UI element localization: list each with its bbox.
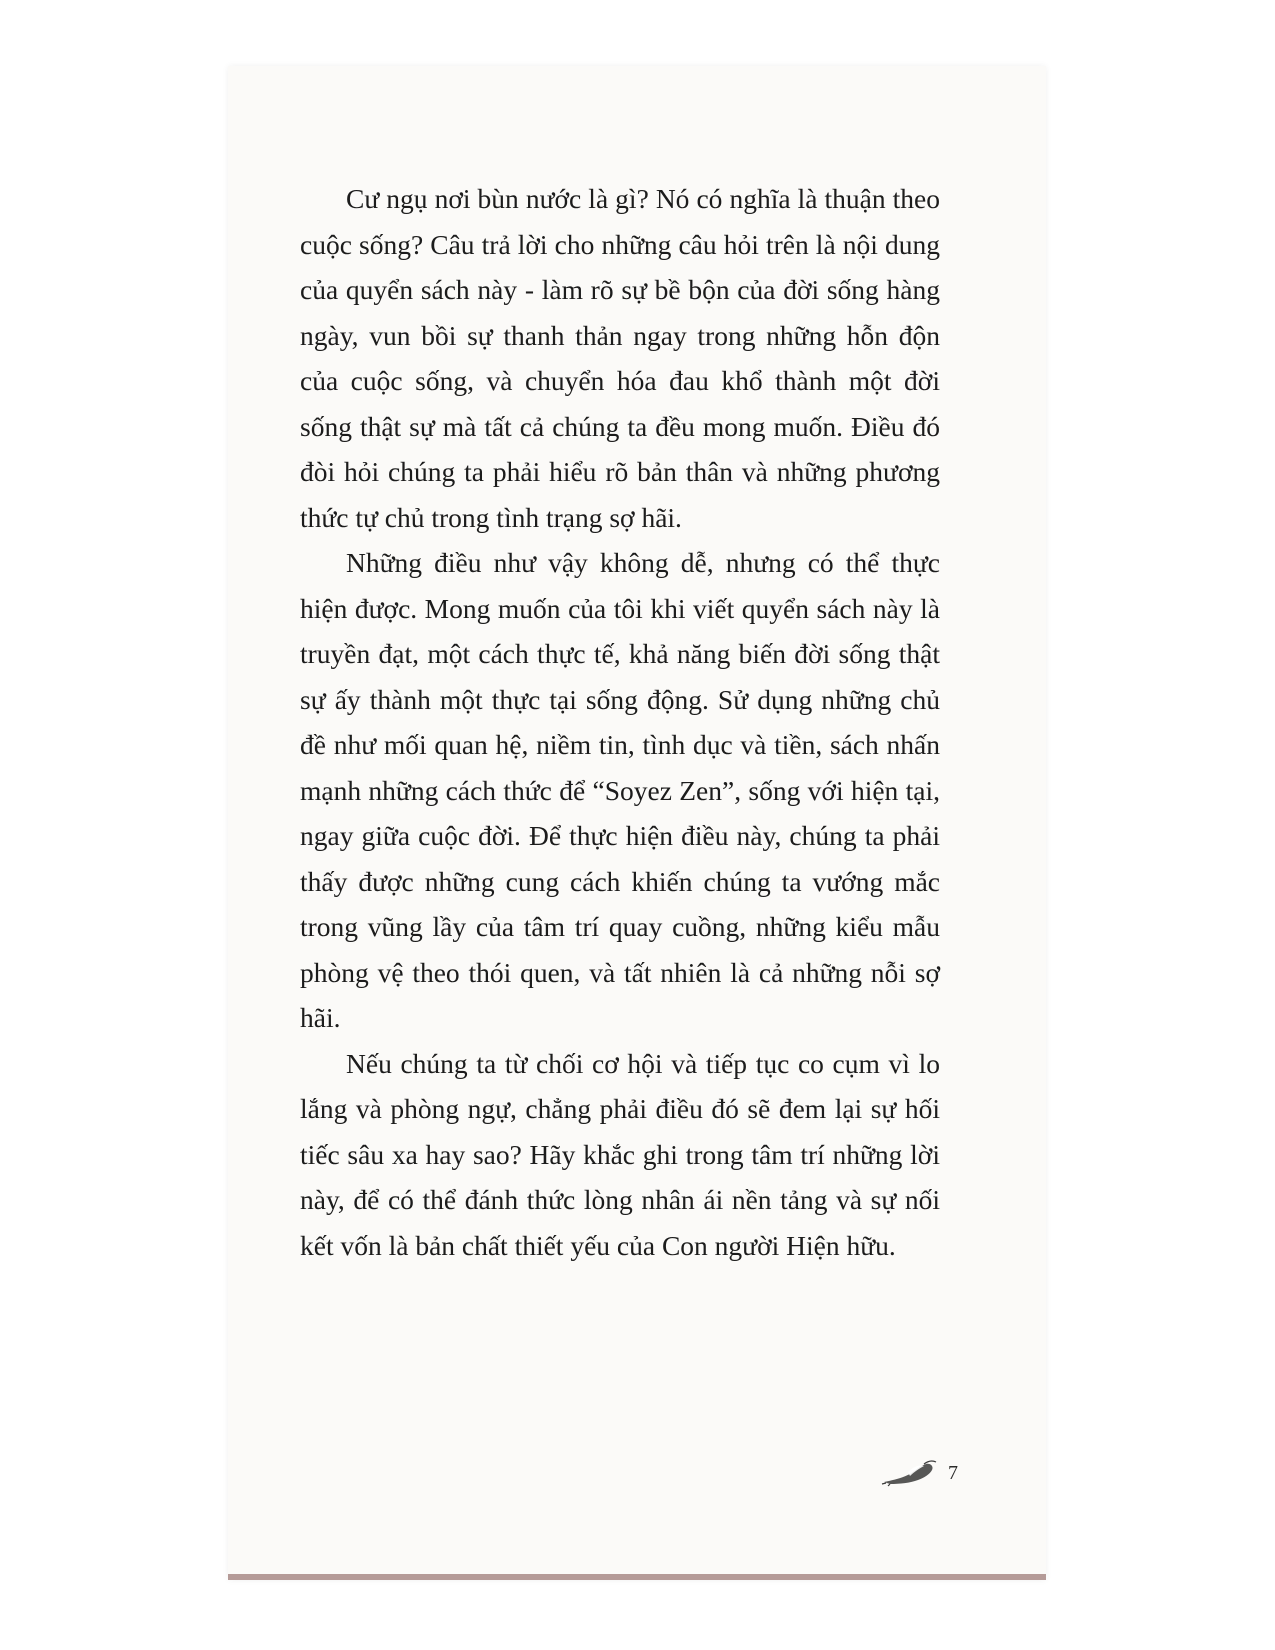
brush-ornament-icon	[880, 1458, 942, 1488]
paragraph-3: Nếu chúng ta từ chối cơ hội và tiếp tục co cụm vì lo lắng và phòng ngự, chẳng phải điều đó sẽ đem lại sự hối tiếc sâu xa hay sao? Hãy khắc ghi trong tâm trí những lời này, để có thể đánh thức lòng nhân ái nền tảng và sự nối kết vốn là bản chất thiết yếu của Con người Hiện hữu.	[300, 1047, 940, 1261]
page-bottom-edge	[228, 1574, 1046, 1580]
paragraph-1: Cư ngụ nơi bùn nước là gì? Nó có nghĩa là thuận theo cuộc sống? Câu trả lời cho những câu hỏi trên là nội dung của quyển sách này - làm rõ sự bề bộn của đời sống hàng ngày, vun bồi sự thanh thản ngay trong những hỗn độn của cuộc sống, và chuyển hóa đau khổ thành một đời sống thật sự mà tất cả chúng ta đều mong muốn. Điều đó đòi hỏi chúng ta phải hiểu rõ bản thân và những phương thức tự chủ trong tình trạng sợ hãi.	[300, 183, 940, 533]
paragraph-2: Những điều như vậy không dễ, nhưng có thể thực hiện được. Mong muốn của tôi khi viết quyển sách này là truyền đạt, một cách thực tế, khả năng biến đời sống thật sự ấy thành một thực tại sống động. Sử dụng những chủ đề như mối quan hệ, niềm tin, tình dục và tiền, sách nhấn mạnh những cách thức để “Soyez Zen”, sống với hiện tại, ngay giữa cuộc đời. Để thực hiện điều này, chúng ta phải thấy được những cung cách khiến chúng ta vướng mắc trong vũng lầy của tâm trí quay cuồng, những kiểu mẫu phòng vệ theo thói quen, và tất nhiên là cả những nỗi sợ hãi.	[300, 547, 940, 1033]
page-footer	[880, 1455, 958, 1491]
page-body-text	[300, 176, 940, 1268]
page-number: 7	[948, 1461, 958, 1484]
